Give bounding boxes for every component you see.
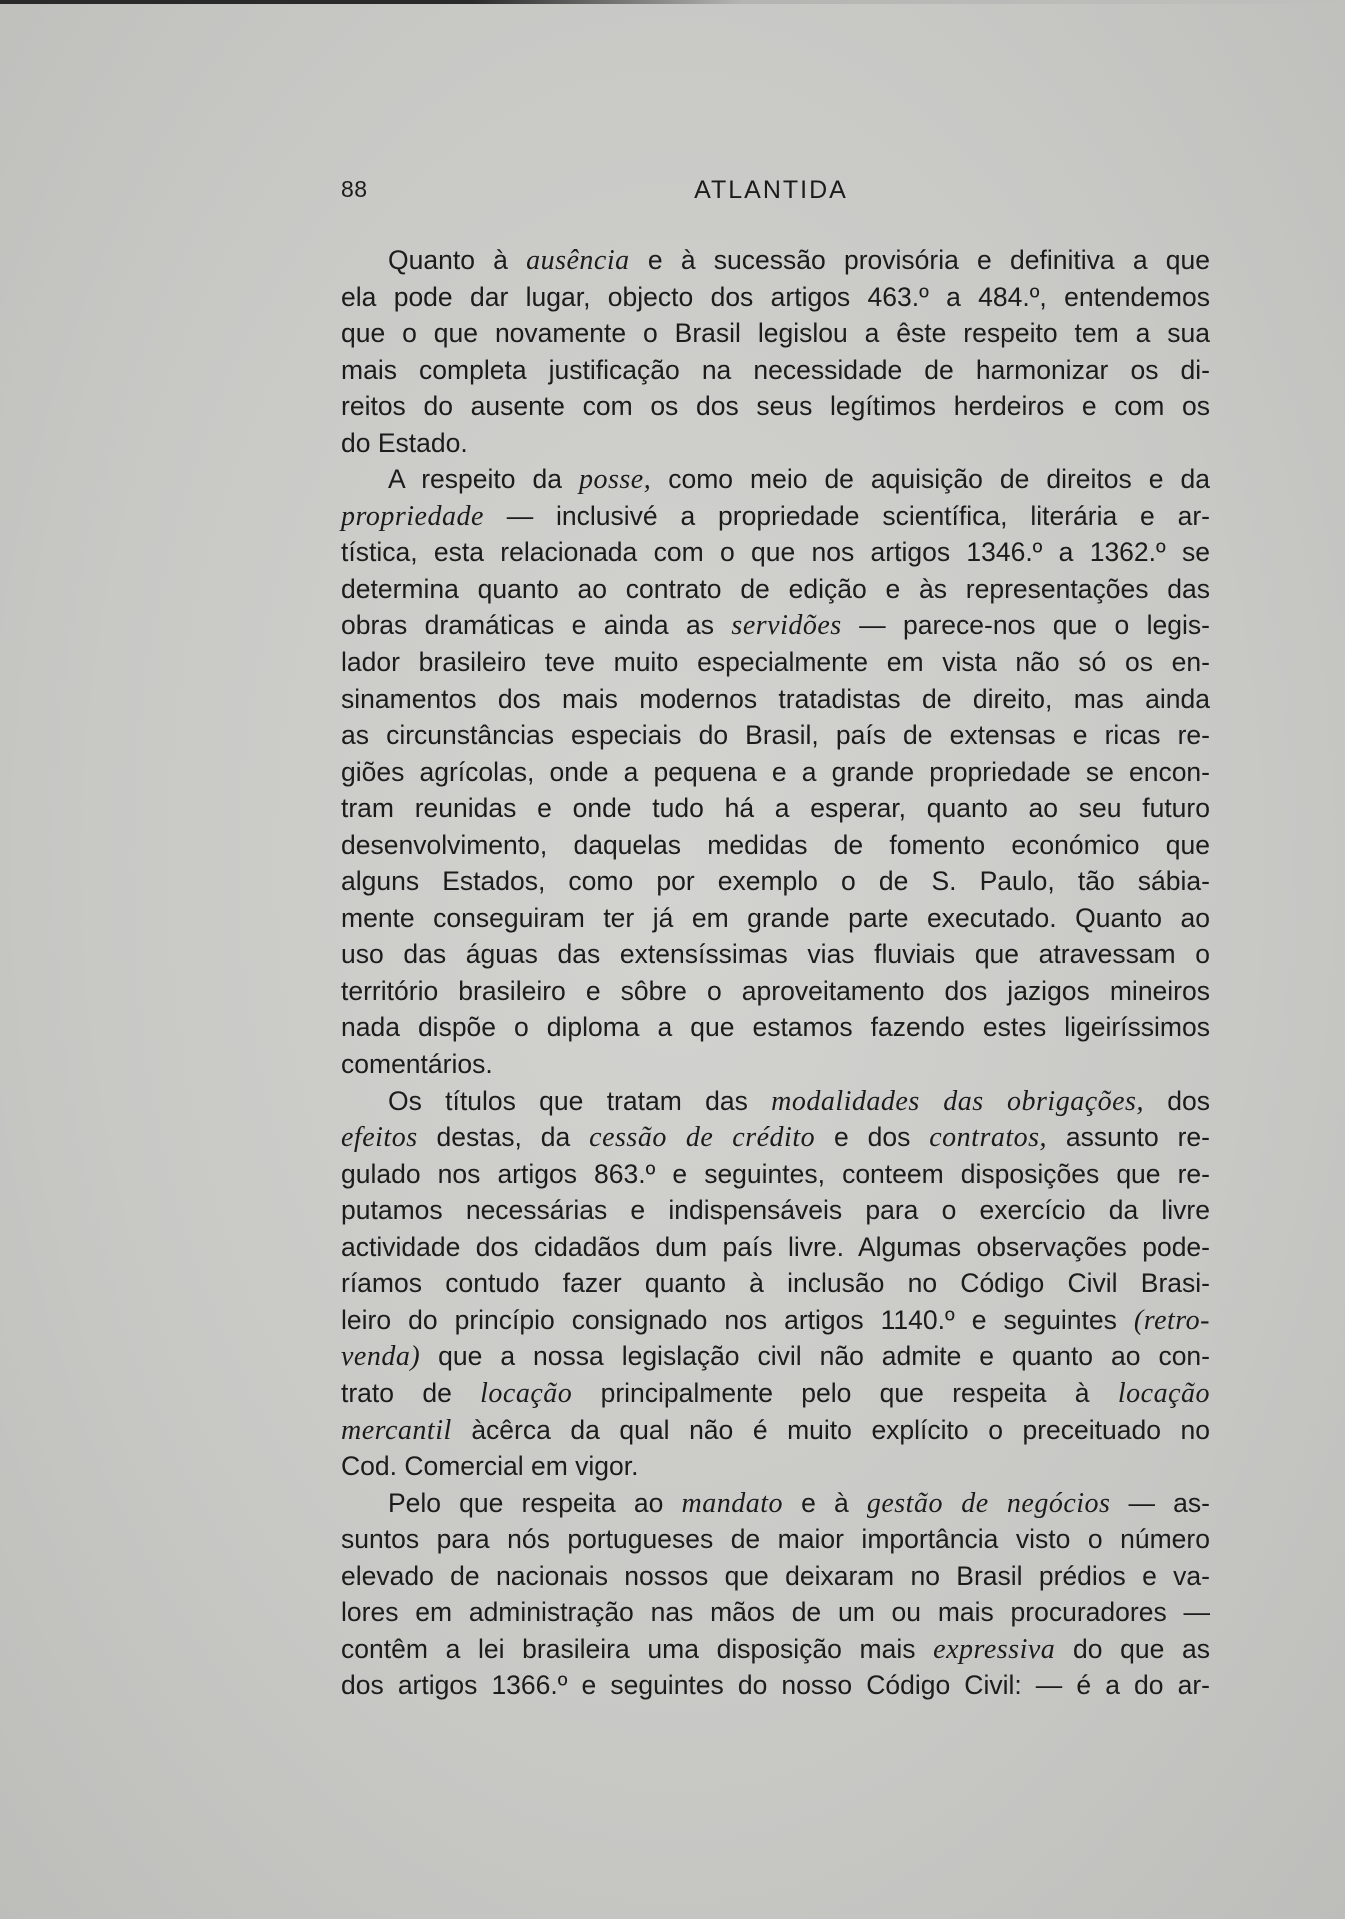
text-run: desenvolvimento, daquelas medidas de fomento económico que xyxy=(341,829,1210,860)
text-line xyxy=(341,315,1210,352)
text-run: ela pode dar lugar, objecto dos artigos 463.º a 484.º, entendemos xyxy=(341,281,1210,312)
italic-term: ausência xyxy=(526,245,630,276)
text-line xyxy=(341,1558,1210,1595)
running-title: ATLANTIDA xyxy=(694,176,848,204)
text-line xyxy=(341,1229,1210,1266)
text-run: Os títulos que tratam das xyxy=(388,1085,772,1116)
text-run: e à xyxy=(783,1487,867,1518)
body-text xyxy=(341,242,1210,1704)
text-run: tística, esta relacionada com o que nos artigos 1346.º a 1362.º se xyxy=(341,537,1210,568)
text-line xyxy=(341,754,1210,791)
text-line xyxy=(341,1083,1210,1120)
text-run: lador brasileiro teve muito especialmente em vista não só os en- xyxy=(341,647,1210,678)
text-run: assunto re- xyxy=(1047,1122,1210,1153)
text-line xyxy=(341,863,1210,900)
text-run: contêm a lei brasileira uma disposição mais xyxy=(341,1633,934,1664)
text-line xyxy=(341,1156,1210,1193)
text-line xyxy=(341,279,1210,316)
text-line xyxy=(341,498,1210,535)
text-run: território brasileiro e sôbre o aproveitamento dos jazigos mineiros xyxy=(341,975,1210,1006)
text-run: actividade dos cidadãos dum país livre. Algumas observações pode- xyxy=(341,1231,1210,1262)
text-run: dos xyxy=(1143,1085,1211,1116)
text-line xyxy=(341,1302,1210,1339)
text-run: sinamentos dos mais modernos tratadistas de direito, mas ainda xyxy=(341,683,1210,714)
text-run: que o que novamente o Brasil legislou a êste respeito tem a sua xyxy=(341,318,1210,349)
text-run: àcêrca da qual não é muito explícito o preceituado no xyxy=(451,1414,1210,1445)
text-line xyxy=(341,461,1210,498)
text-run: nada dispõe o diploma a que estamos fazendo estes ligeiríssimos xyxy=(341,1012,1210,1043)
text-run: reitos do ausente com os dos seus legítimos herdeiros e com os xyxy=(341,391,1210,422)
text-run: que a nossa legislação civil não admite e quanto ao con- xyxy=(420,1341,1210,1372)
text-run: Pelo que respeita ao xyxy=(388,1487,682,1518)
italic-term: cessão de crédito xyxy=(589,1122,816,1154)
italic-term: expressiva xyxy=(933,1633,1056,1665)
text-run: A respeito da xyxy=(388,464,579,495)
text-run: Cod. Comercial em vigor. xyxy=(341,1451,639,1482)
text-line xyxy=(341,352,1210,389)
page-number: 88 xyxy=(341,176,368,202)
text-run: do que as xyxy=(1055,1633,1210,1664)
text-run: Quanto à xyxy=(388,245,527,275)
text-run: obras dramáticas e ainda as xyxy=(341,610,732,641)
text-line xyxy=(341,973,1210,1010)
text-run: putamos necessárias e indispensáveis para o exercício da livre xyxy=(341,1195,1210,1226)
italic-term: mandato xyxy=(681,1487,783,1519)
text-line xyxy=(341,1009,1210,1046)
text-line xyxy=(341,1375,1210,1412)
text-line xyxy=(341,1448,1210,1485)
text-run: giões agrícolas, onde a pequena e a grande propriedade se encon- xyxy=(341,756,1210,787)
text-run: trato de xyxy=(341,1377,481,1408)
text-run: alguns Estados, como por exemplo o de S. Paulo, tão sábia- xyxy=(341,866,1210,897)
text-line xyxy=(341,534,1210,571)
italic-term: locação xyxy=(1117,1377,1210,1409)
text-run: e dos xyxy=(815,1122,930,1153)
text-run: principalmente pelo que respeita à xyxy=(572,1377,1118,1408)
text-line xyxy=(341,1521,1210,1558)
text-line xyxy=(341,1192,1210,1229)
text-line xyxy=(341,242,1210,279)
text-line xyxy=(341,827,1210,864)
text-line xyxy=(341,1631,1210,1668)
text-run: — as- xyxy=(1110,1487,1210,1518)
running-header xyxy=(341,176,1201,210)
italic-term: locação xyxy=(480,1377,573,1409)
text-line xyxy=(341,1119,1210,1156)
text-run: uso das águas das extensíssimas vias fluviais que atravessam o xyxy=(341,939,1210,970)
text-run: elevado de nacionais nossos que deixaram no Brasil prédios e va- xyxy=(341,1560,1210,1591)
text-line xyxy=(341,607,1210,644)
text-run: suntos para nós portugueses de maior importância visto o número xyxy=(341,1524,1210,1555)
text-line xyxy=(341,644,1210,681)
text-run: — parece-nos que o legis- xyxy=(841,610,1210,641)
italic-term: gestão de negócios xyxy=(866,1487,1111,1519)
italic-term: venda) xyxy=(341,1341,421,1373)
text-run: leiro do princípio consignado nos artigos 1140.º e seguintes xyxy=(341,1304,1134,1335)
italic-term: modalidades das obrigações, xyxy=(771,1085,1144,1117)
page-top-edge xyxy=(0,0,1345,4)
text-line xyxy=(341,1338,1210,1375)
text-line xyxy=(341,936,1210,973)
text-line xyxy=(341,388,1210,425)
italic-term: servidões xyxy=(731,610,842,642)
text-line xyxy=(341,571,1210,608)
text-run: do Estado. xyxy=(341,427,468,458)
text-run: destas, da xyxy=(417,1122,590,1153)
text-line xyxy=(341,1265,1210,1302)
text-line xyxy=(341,1046,1210,1083)
text-run: mais completa justificação na necessidade de harmonizar os di- xyxy=(341,354,1210,385)
text-run: — inclusivé a propriedade scientífica, literária e ar- xyxy=(483,500,1210,531)
text-line xyxy=(341,900,1210,937)
text-run: as circunstâncias especiais do Brasil, país de extensas e ricas re- xyxy=(341,720,1210,751)
italic-term: propriedade xyxy=(341,500,484,532)
text-run: lores em administração nas mãos de um ou mais procuradores — xyxy=(341,1597,1210,1628)
text-line xyxy=(341,717,1210,754)
italic-term: (retro- xyxy=(1133,1304,1210,1336)
text-line xyxy=(341,1485,1210,1522)
italic-term: mercantil xyxy=(341,1414,452,1446)
text-run: e à sucessão provisória e definitiva a que xyxy=(629,245,1210,275)
italic-term: efeitos xyxy=(341,1122,418,1154)
text-run: determina quanto ao contrato de edição e às representações das xyxy=(341,573,1210,604)
text-run: tram reunidas e onde tudo há a esperar, quanto ao seu futuro xyxy=(341,793,1210,824)
italic-term: contratos, xyxy=(929,1122,1048,1154)
text-run: gulado nos artigos 863.º e seguintes, conteem disposições que re- xyxy=(341,1158,1210,1189)
text-line xyxy=(341,790,1210,827)
text-run: ríamos contudo fazer quanto à inclusão no Código Civil Brasi- xyxy=(341,1268,1210,1299)
text-run: comentários. xyxy=(341,1049,493,1080)
text-line xyxy=(341,425,1210,462)
text-run: como meio de aquisição de direitos e da xyxy=(651,464,1210,495)
text-line xyxy=(341,1667,1210,1704)
italic-term: posse, xyxy=(578,464,652,496)
text-run: mente conseguiram ter já em grande parte executado. Quanto ao xyxy=(341,902,1210,933)
text-line xyxy=(341,681,1210,718)
text-line xyxy=(341,1594,1210,1631)
text-line xyxy=(341,1412,1210,1449)
text-run: dos artigos 1366.º e seguintes do nosso Código Civil: — é a do ar- xyxy=(341,1670,1210,1701)
